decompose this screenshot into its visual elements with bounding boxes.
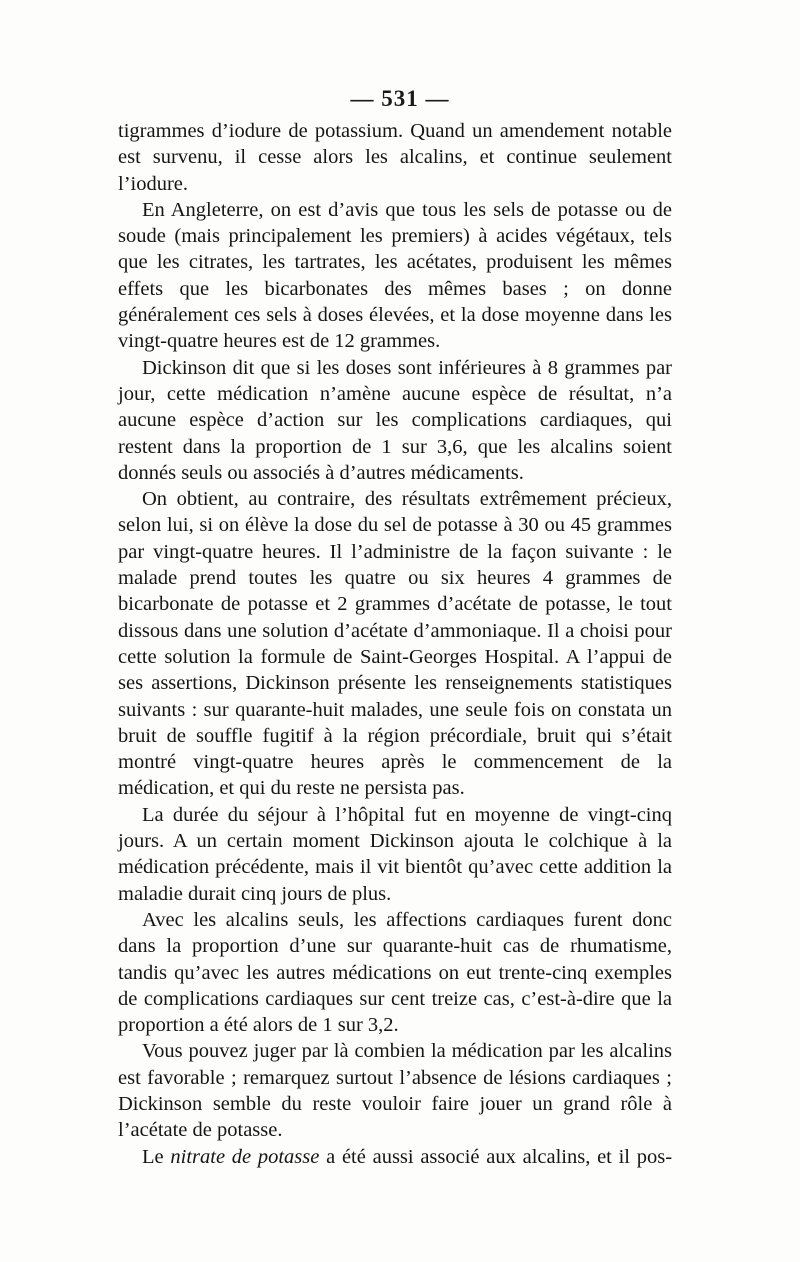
page-body — [118, 118, 672, 1170]
paragraph: La durée du séjour à l’hôpital fut en moyenne de vingt-cinq jours. A un certain moment Dickinson ajouta le colchique à la médication précédente, mais il vit bientôt qu’avec cette addition la maladie durait cinq jours de plus. — [118, 803, 672, 905]
paragraph-start: Le — [142, 1145, 164, 1168]
paragraph: On obtient, au contraire, des résultats extrêmement précieux, selon lui, si on élève la dose du sel de potasse à 30 ou 45 grammes par vingt-quatre heures. Il l’administre de la façon suivante : le malade prend toutes les quatre ou six heures 4 grammes de bicarbonate de potasse et 2 grammes d’acétate de potasse, le tout dissous dans une solution d’acétate d’ammoniaque. Il a choisi pour cette solution la formule de Saint-Georges Hospital. A l’appui de ses assertions, Dickinson présente les renseignements statistiques suivants : sur quarante-huit malades, une seule fois on constata un bruit de souffle fugitif à la région précordiale, bruit qui s’était montré vingt-quatre heures après le commencement de la médication, et qui du reste ne persista pas. — [118, 488, 672, 800]
paragraph-rest: a été aussi associé aux alcalins, et il pos- — [326, 1145, 673, 1168]
page-number: — 531 — — [350, 86, 450, 111]
paragraph: En Angleterre, on est d’avis que tous les sels de potasse ou de soude (mais principalement les premiers) à acides végétaux, tels que les citrates, les tartrates, les acétates, produisent les mêmes effets que les bicarbonates des mêmes bases ; on donne généralement ces sels à doses élevées, et la dose moyenne dans les vingt-quatre heures est de 12 grammes. — [118, 198, 672, 353]
paragraph: Vous pouvez juger par là combien la médication par les alcalins est favorable ; remarquez surtout l’absence de lésions cardiaques ; Dickinson semble du reste vouloir faire jouer un grand rôle à l’acétate de potasse. — [118, 1040, 672, 1142]
paragraph: Dickinson dit que si les doses sont inférieures à 8 grammes par jour, cette médication n’amène aucune espèce de résultat, n’a aucune espèce d’action sur les complications cardiaques, qui restent dans la proportion de 1 sur 3,6, que les alcalins soient donnés seuls ou associés à d’autres médicaments. — [118, 356, 672, 484]
italic-term: nitrate de potasse — [170, 1145, 320, 1168]
paragraph: Avec les alcalins seuls, les affections cardiaques furent donc dans la proportion d’une sur quarante-huit cas de rhumatisme, tandis qu’avec les autres médications on eut trente-cinq exemples de complications cardiaques sur cent treize cas, c’est-à-dire que la proportion a été alors de 1 sur 3,2. — [118, 908, 672, 1037]
paragraph: tigrammes d’iodure de potassium. Quand un amendement notable est survenu, il cesse alors les alcalins, et continue seulement l’iodure. — [118, 120, 672, 195]
paragraph — [118, 1144, 672, 1170]
